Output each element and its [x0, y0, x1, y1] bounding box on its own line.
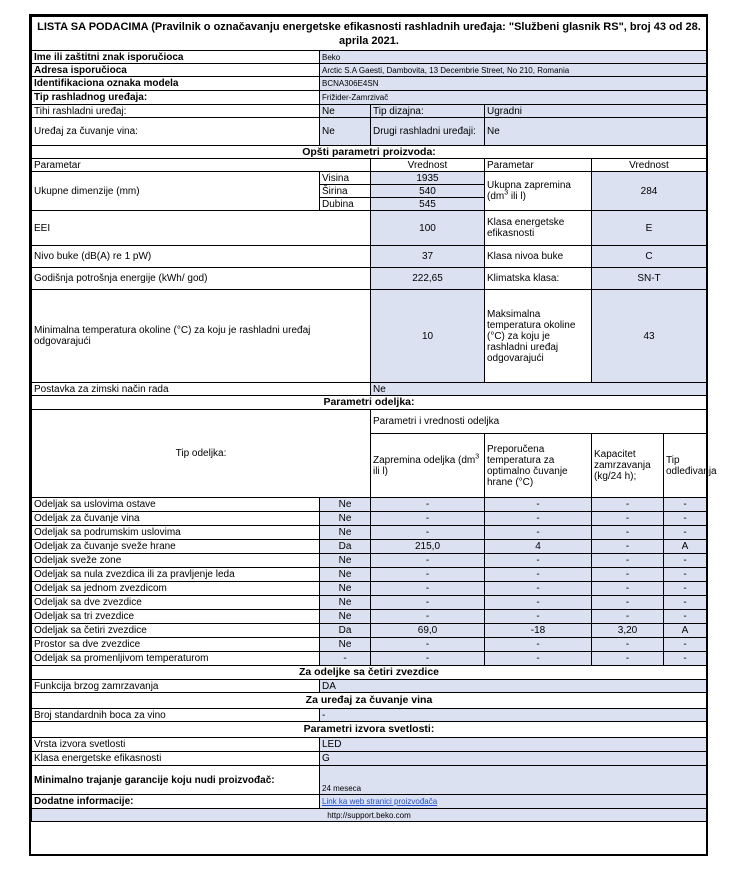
warranty-value: 24 meseca	[320, 766, 707, 795]
model-id-label: Identifikaciona oznaka modela	[32, 77, 320, 91]
warranty-label: Minimalno trajanje garancije koju nudi proizvođač:	[32, 766, 320, 795]
compartment-row	[32, 526, 707, 540]
height-value: 1935	[371, 172, 485, 185]
compartment-name: Prostor sa dve zvezdice	[32, 638, 320, 652]
max-temp-label: Maksimalna temperatura okoline (°C) za koju je rashladni uređaj odgovarajući	[485, 290, 592, 383]
compartment-temp: -	[485, 498, 592, 512]
other-appliances-label: Drugi rashladni uređaji:	[371, 118, 485, 146]
compartment-present: Ne	[320, 638, 371, 652]
compartment-name: Odeljak sa četiri zvezdice	[32, 624, 320, 638]
compartment-volume: -	[371, 526, 485, 540]
value-header-2: Vrednost	[592, 159, 707, 172]
light-section-heading: Parametri izvora svetlosti:	[32, 722, 707, 738]
compartment-volume: -	[371, 638, 485, 652]
compartment-present: Ne	[320, 596, 371, 610]
light-type-value: LED	[320, 738, 707, 752]
compartment-row	[32, 652, 707, 666]
min-temp-value: 10	[371, 290, 485, 383]
compartment-temp: -	[485, 638, 592, 652]
design-type-label: Tip dizajna:	[371, 105, 485, 118]
param-header-2: Parametar	[485, 159, 592, 172]
col-capacity-header: Kapacitet zamrzavanja (kg/24 h);	[592, 434, 664, 498]
compartment-row	[32, 610, 707, 624]
compartment-temp: 4	[485, 540, 592, 554]
compartment-temp: -	[485, 512, 592, 526]
winter-mode-value: Ne	[371, 383, 707, 396]
wine-section-heading: Za uređaj za čuvanje vina	[32, 693, 707, 709]
compartment-defrost: -	[664, 498, 707, 512]
winter-mode-label: Postavka za zimski način rada	[32, 383, 371, 396]
compartment-capacity: -	[592, 638, 664, 652]
compartment-present: Da	[320, 540, 371, 554]
compartment-present: Ne	[320, 554, 371, 568]
compartment-capacity: -	[592, 652, 664, 666]
compartment-defrost: A	[664, 624, 707, 638]
compartment-row	[32, 498, 707, 512]
model-id-value: BCNA306E4SN	[320, 77, 707, 91]
energy-class-value: E	[592, 211, 707, 246]
compartments-section-heading: Parametri odeljka:	[32, 396, 707, 410]
compartment-present: Ne	[320, 512, 371, 526]
wine-appliance-value: Ne	[320, 118, 371, 146]
compartment-row	[32, 554, 707, 568]
compartment-volume: -	[371, 512, 485, 526]
compartment-name: Odeljak sveže zone	[32, 554, 320, 568]
datasheet	[29, 14, 717, 856]
compartment-rows	[32, 498, 707, 666]
param-header: Parametar	[32, 159, 371, 172]
compartment-row	[32, 512, 707, 526]
value-header: Vrednost	[371, 159, 485, 172]
page-title: LISTA SA PODACIMA (Pravilnik o označavanju energetske efikasnosti rashladnih uređaja: "Službeni glasnik RS", broj 43 od 28. aprila 2021.	[32, 17, 707, 51]
compartment-name: Odeljak sa podrumskim uslovima	[32, 526, 320, 540]
compartment-temp: -	[485, 610, 592, 624]
eei-label: EEI	[32, 211, 371, 246]
compartment-capacity: -	[592, 596, 664, 610]
supplier-address-value: Arctic S.A Gaesti, Dambovita, 13 Decembrie Street, No 210, Romania	[320, 64, 707, 77]
compartment-volume: 215,0	[371, 540, 485, 554]
appliance-type-label: Tip rashladnog uređaja:	[32, 91, 320, 105]
compartment-defrost: A	[664, 540, 707, 554]
compartment-row	[32, 596, 707, 610]
wine-bottles-value: -	[320, 709, 707, 722]
compartment-temp: -	[485, 652, 592, 666]
quiet-label: Tihi rashladni uređaj:	[32, 105, 320, 118]
compartment-type-header: Tip odeljka:	[32, 410, 371, 498]
compartment-name: Odeljak sa nula zvezdica ili za pravljenje leda	[32, 568, 320, 582]
consumption-value: 222,65	[371, 268, 485, 290]
col-volume-header: Zapremina odeljka ($dm^3$ ili l)	[371, 434, 485, 498]
compartment-capacity: 3,20	[592, 624, 664, 638]
compartment-present: Ne	[320, 568, 371, 582]
footer-url: http://support.beko.com	[32, 809, 707, 822]
manufacturer-website-link[interactable]: Link ka web stranici proizvođača	[322, 797, 438, 806]
compartment-row	[32, 582, 707, 596]
compartment-row	[32, 540, 707, 554]
compartment-capacity: -	[592, 512, 664, 526]
compartment-capacity: -	[592, 526, 664, 540]
compartment-temp: -	[485, 554, 592, 568]
fast-freeze-label: Funkcija brzog zamrzavanja	[32, 680, 320, 693]
supplier-name-label: Ime ili zaštitni znak isporučioca	[32, 51, 320, 64]
noise-value: 37	[371, 246, 485, 268]
total-volume-value: 284	[592, 172, 707, 211]
compartment-defrost: -	[664, 526, 707, 540]
width-value: 540	[371, 185, 485, 198]
compartment-temp: -	[485, 596, 592, 610]
compartment-volume: -	[371, 554, 485, 568]
noise-class-label: Klasa nivoa buke	[485, 246, 592, 268]
compartment-capacity: -	[592, 610, 664, 624]
design-type-value: Ugradni	[485, 105, 707, 118]
compartment-name: Odeljak sa dve zvezdice	[32, 596, 320, 610]
compartment-capacity: -	[592, 540, 664, 554]
compartment-present: -	[320, 652, 371, 666]
light-class-value: G	[320, 752, 707, 766]
compartment-defrost: -	[664, 512, 707, 526]
compartment-capacity: -	[592, 568, 664, 582]
additional-info-label: Dodatne informacije:	[32, 795, 320, 809]
noise-class-value: C	[592, 246, 707, 268]
depth-label: Dubina	[320, 198, 371, 211]
compartment-volume: -	[371, 582, 485, 596]
compartment-row	[32, 638, 707, 652]
width-label: Širina	[320, 185, 371, 198]
max-temp-value: 43	[592, 290, 707, 383]
total-volume-label: Ukupna zapremina ($dm^3$ ili l)	[485, 172, 592, 211]
light-class-label: Klasa energetske efikasnosti	[32, 752, 320, 766]
compartment-capacity: -	[592, 498, 664, 512]
quiet-value: Ne	[320, 105, 371, 118]
compartment-defrost: -	[664, 596, 707, 610]
compartment-params-header: Parametri i vrednosti odeljka	[371, 410, 707, 434]
compartment-volume: -	[371, 568, 485, 582]
compartment-defrost: -	[664, 638, 707, 652]
climate-class-value: SN-T	[592, 268, 707, 290]
noise-label: Nivo buke (dB(A) re 1 pW)	[32, 246, 371, 268]
compartment-volume: -	[371, 498, 485, 512]
compartment-present: Ne	[320, 526, 371, 540]
compartment-present: Da	[320, 624, 371, 638]
compartment-volume: 69,0	[371, 624, 485, 638]
compartment-volume: -	[371, 596, 485, 610]
compartment-present: Ne	[320, 610, 371, 624]
wine-appliance-label: Uređaj za čuvanje vina:	[32, 118, 320, 146]
compartment-capacity: -	[592, 554, 664, 568]
compartment-present: Ne	[320, 498, 371, 512]
min-temp-label: Minimalna temperatura okoline (°C) za koju je rashladni uređaj odgovarajući	[32, 290, 371, 383]
datasheet-table	[31, 16, 717, 822]
compartment-defrost: -	[664, 652, 707, 666]
compartment-defrost: -	[664, 568, 707, 582]
climate-class-label: Klimatska klasa:	[485, 268, 592, 290]
consumption-label: Godišnja potrošnja energije (kWh/ god)	[32, 268, 371, 290]
compartment-temp: -18	[485, 624, 592, 638]
eei-value: 100	[371, 211, 485, 246]
energy-class-label: Klasa energetske efikasnosti	[485, 211, 592, 246]
supplier-address-label: Adresa isporučioca	[32, 64, 320, 77]
compartment-name: Odeljak sa promenljivom temperaturom	[32, 652, 320, 666]
compartment-temp: -	[485, 526, 592, 540]
supplier-name-value: Beko	[320, 51, 707, 64]
depth-value: 545	[371, 198, 485, 211]
col-temp-header: Preporučena temperatura za optimalno čuvanje hrane (°C)	[485, 434, 592, 498]
four-star-section-heading: Za odeljke sa četiri zvezdice	[32, 666, 707, 680]
compartment-volume: -	[371, 610, 485, 624]
light-type-label: Vrsta izvora svetlosti	[32, 738, 320, 752]
compartment-name: Odeljak sa uslovima ostave	[32, 498, 320, 512]
wine-bottles-label: Broj standardnih boca za vino	[32, 709, 320, 722]
compartment-name: Odeljak za čuvanje vina	[32, 512, 320, 526]
dimensions-label: Ukupne dimenzije (mm)	[32, 172, 320, 211]
compartment-name: Odeljak za čuvanje sveže hrane	[32, 540, 320, 554]
general-section-heading: Opšti parametri proizvoda:	[32, 146, 707, 159]
compartment-name: Odeljak sa jednom zvezdicom	[32, 582, 320, 596]
compartment-present: Ne	[320, 582, 371, 596]
other-appliances-value: Ne	[485, 118, 707, 146]
compartment-name: Odeljak sa tri zvezdice	[32, 610, 320, 624]
compartment-defrost: -	[664, 610, 707, 624]
compartment-row	[32, 624, 707, 638]
compartment-row	[32, 568, 707, 582]
appliance-type-value: Frižider-Zamrzivač	[320, 91, 707, 105]
fast-freeze-value: DA	[320, 680, 707, 693]
height-label: Visina	[320, 172, 371, 185]
compartment-temp: -	[485, 568, 592, 582]
compartment-temp: -	[485, 582, 592, 596]
compartment-capacity: -	[592, 582, 664, 596]
col-defrost-header: Tip odleđivanja	[664, 434, 707, 498]
compartment-defrost: -	[664, 554, 707, 568]
compartment-defrost: -	[664, 582, 707, 596]
compartment-volume: -	[371, 652, 485, 666]
